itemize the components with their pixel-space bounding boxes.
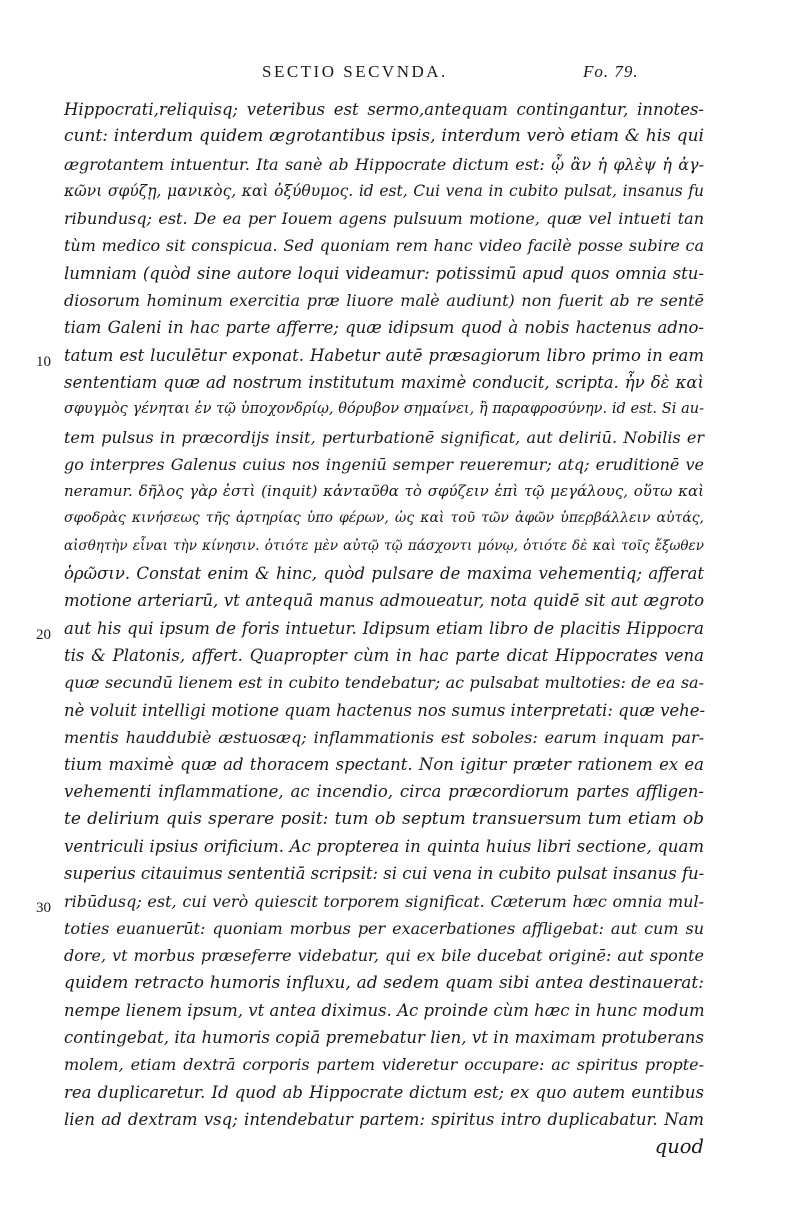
text-line: quidem retracto humoris influxu, ad sedem quam sibi antea destinauerat: [64, 972, 704, 993]
catchword: quod [654, 1135, 704, 1159]
text-line: ægrotantem intuentur. Ita sanè ab Hippocrate dictum est: ᾧ ἂν ἡ φλὲψ ἡ ἀγ- [64, 154, 704, 174]
text-line: diosorum hominum exercitia præ liuore malè audiunt) non fuerit ab re sentē [64, 291, 704, 311]
text-line: molem, etiam dextrā corporis partem videretur occupare: ac spiritus propte- [64, 1055, 704, 1075]
text-line: te delirium quis sperare posit: tum ob septum transuersum tum etiam ob [64, 808, 704, 829]
text-line: ribundusq; est. De ea per Iouem agens pulsuum motione, quæ vel intueti tan [64, 209, 704, 229]
text-line: tem pulsus in præcordijs insit, perturbationē significat, aut deliriū. Nobilis er [64, 427, 704, 447]
margin-line-number: 10 [36, 354, 51, 370]
text-line: Hippocrati,reliquisq; veteribus est sermo,antequam contingantur, innotes- [64, 100, 704, 119]
text-line: κῶνι σφύζῃ, μανικὸς, καὶ ὀξύθυμος. id est, Cui vena in cubito pulsat, insanus fu [64, 181, 704, 200]
text-line: aut his qui ipsum de foris intuetur. Idipsum etiam libro de placitis Hippocra [64, 618, 704, 638]
text-line: superius citauimus sententiā scripsit: si cui vena in cubito pulsat insanus fu- [64, 864, 705, 884]
text-line: tatum est luculētur exponat. Habetur autē præsagiorum libro primo in eam [64, 345, 704, 365]
text-line: toties euanuerūt: quoniam morbus per exacerbationes affligebat: aut cum su [64, 918, 704, 938]
text-line: αἰσθητὴν εἶναι τὴν κίνησιν. ὁτιότε μὲν αὐτῷ τῷ πάσχοντι μόνῳ, ὁτιότε δὲ καὶ τοῖς ἔξωθεν [64, 537, 704, 554]
text-line: σφυγμὸς γένηται ἐν τῷ ὑποχονδρίῳ, θόρυβον σημαίνει, ἢ παραφροσύνην. id est. Si au- [64, 401, 704, 418]
text-line: cunt: interdum quidem ægrotantibus ipsis, interdum verò etiam & his qui [64, 126, 704, 147]
text-line: tis & Platonis, affert. Quapropter cùm in hac parte dicat Hippocrates vena [64, 645, 704, 665]
text-line: tùm medico sit conspicua. Sed quoniam rem hanc video facilè posse subire ca [64, 236, 704, 256]
text-line: rea duplicaretur. Id quod ab Hippocrate dictum est; ex quo autem euntibus [64, 1082, 704, 1102]
folio-number: Fo. 79. [583, 62, 639, 81]
running-head [0, 60, 800, 86]
text-line: tiam Galeni in hac parte afferre; quæ idipsum quod à nobis hactenus adno- [64, 318, 704, 338]
margin-line-number: 20 [36, 627, 51, 643]
text-line: nè voluit intelligi motione quam hactenus nos sumus interpretati: quæ vehe- [64, 700, 706, 720]
text-line: ὁρῶσιν. Constat enim & hinc, quòd pulsare de maxima vehementiq; afferat [64, 564, 704, 584]
text-line: neramur. δῆλος γὰρ ἐστὶ (inquit) κἀνταῦθα τὸ σφύζειν ἐπὶ τῷ μεγάλους, οὕτω καὶ [64, 482, 704, 501]
text-line: lumniam (quòd sine autore loqui videamur: potissimū apud quos omnia stu- [64, 263, 704, 283]
text-line: sententiam quæ ad nostrum institutum maximè conducit, scripta. ἦν δὲ καὶ [64, 372, 704, 392]
text-line: σφοδρὰς κινήσεως τῆς ἀρτηρίας ὑπο φέρων, ὡς καὶ τοῦ τῶν ἀφῶν ὑπερβάλλειν αὐτάς, [64, 510, 704, 527]
text-line: contingebat, ita humoris copiā premebatur lien, vt in maximam protuberans [64, 1028, 704, 1048]
margin-line-number: 30 [36, 900, 51, 916]
text-line: vehementi inflammatione, ac incendio, circa præcordiorum partes affligen- [64, 782, 704, 802]
text-line: quæ secundū lienem est in cubito tendebatur; ac pulsabat multoties: de ea sa- [64, 673, 704, 693]
body-text [64, 96, 716, 1161]
text-line: motione arteriarū, vt antequā manus admoueatur, nota quidē sit aut ægroto [64, 591, 704, 611]
text-line: mentis hauddubiè æstuosæq; inflammationis est soboles: earum inquam par- [64, 727, 704, 747]
text-line: lien ad dextram vsq; intendebatur partem: spiritus intro duplicabatur. Nam [64, 1109, 704, 1129]
text-line: ventriculi ipsius orificium. Ac propterea in quinta huius libri sectione, quam [64, 837, 704, 857]
text-line: dore, vt morbus præseferre videbatur, qui ex bile ducebat originē: aut sponte [64, 946, 704, 966]
text-line: nempe lienem ipsum, vt antea diximus. Ac proinde cùm hæc in hunc modum [64, 1000, 705, 1020]
text-line: tium maximè quæ ad thoracem spectant. Non igitur præter rationem ex ea [64, 755, 704, 775]
text-line: go interpres Galenus cuius nos ingeniū semper reueremur; atq; eruditionē ve [64, 454, 704, 474]
text-line: ribūdusq; est, cui verò quiescit torporem significat. Cæterum hæc omnia mul- [64, 891, 704, 911]
section-title: SECTIO SECVNDA. [262, 62, 448, 81]
